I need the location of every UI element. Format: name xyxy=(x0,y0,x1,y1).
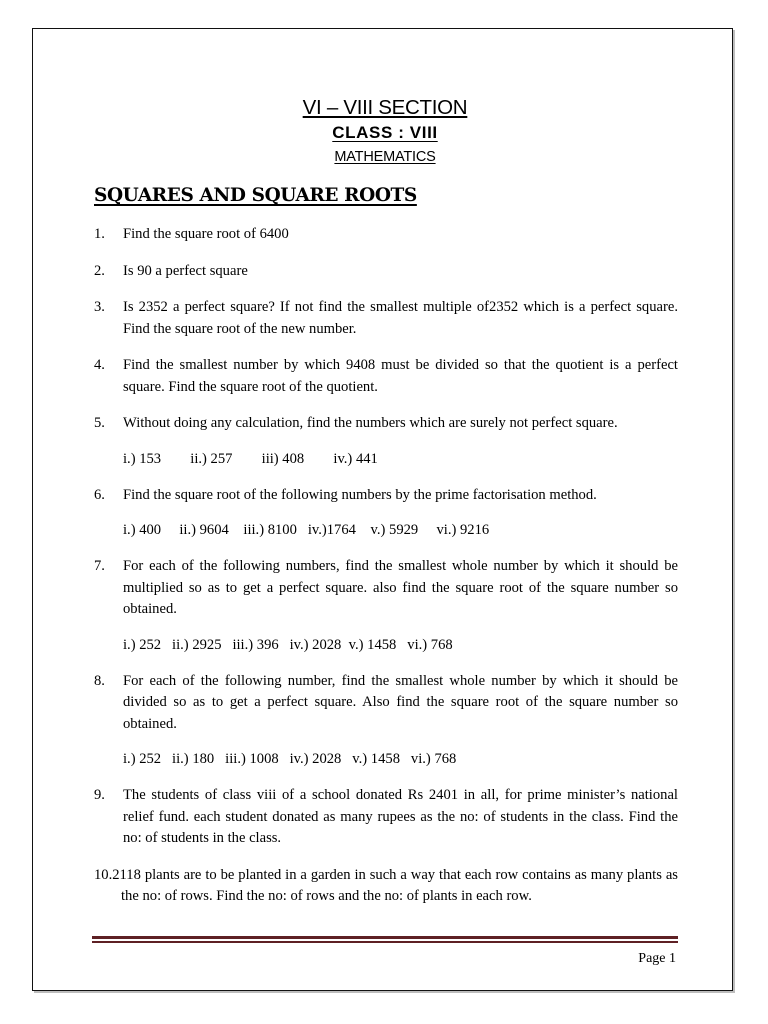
question-number: 9. xyxy=(94,787,105,803)
question-number: 5. xyxy=(94,415,105,431)
document-header xyxy=(92,95,678,168)
question-item xyxy=(94,297,678,340)
question-text: Is 90 a perfect square xyxy=(123,262,248,279)
question-text: Find the square root of the following numbers by the prime factorisation method. xyxy=(123,486,597,503)
question-number: 8. xyxy=(94,672,105,689)
header-subject-title-text: MATHEMATICS xyxy=(334,149,436,165)
question-item xyxy=(94,556,678,656)
question-options: i.) 252 ii.) 180 iii.) 1008 iv.) 2028 v.) 1458 vi.) 768 xyxy=(123,751,457,767)
question-item xyxy=(94,413,678,470)
question-number: 1. xyxy=(94,226,105,242)
question-number: 10. xyxy=(94,866,113,883)
header-section-title xyxy=(92,95,678,120)
header-class-title xyxy=(92,121,678,145)
question-text: The students of class viii of a school donated Rs 2401 in all, for prime minister’s national relief fund. each student donated as many rupees as the no: of students in the class. Find the no: of students in the class. xyxy=(123,787,678,846)
topic-heading-text: SQUARES AND SQUARE ROOTS xyxy=(94,185,417,206)
question-options: i.) 400 ii.) 9604 iii.) 8100 iv.)1764 v.) 5929 vi.) 9216 xyxy=(123,522,490,538)
footer-rule-thin xyxy=(92,941,678,942)
question-item xyxy=(94,485,678,542)
header-subject-title xyxy=(92,146,678,168)
question-text-body: 2118 plants are to be planted in a garden in such a way that each row contains as many plants as the no: of rows. Find the no: of rows and the no: of plants in each row. xyxy=(112,866,678,904)
question-item xyxy=(94,785,678,850)
question-text xyxy=(94,865,678,908)
question-item xyxy=(94,671,678,771)
question-number: 6. xyxy=(94,486,105,503)
question-text: Find the smallest number by which 9408 must be divided so that the quotient is a perfect square. Find the square root of the quotient. xyxy=(123,357,678,395)
question-text: Find the square root of 6400 xyxy=(123,226,289,242)
question-item xyxy=(94,355,678,398)
topic-heading xyxy=(94,185,678,206)
question-text: For each of the following number, find the smallest whole number by which it should be divided so as to get a perfect square. Also find the square root of the square number so obtained. xyxy=(123,672,678,732)
document-content xyxy=(92,95,678,923)
question-number: 3. xyxy=(94,299,105,315)
question-text: Is 2352 a perfect square? If not find the smallest multiple of2352 which is a perfect square. Find the square root of the new number. xyxy=(123,299,678,337)
question-list xyxy=(94,224,678,908)
question-number: 2. xyxy=(94,262,105,279)
question-number: 4. xyxy=(94,357,105,373)
question-options: i.) 252 ii.) 2925 iii.) 396 iv.) 2028 v.) 1458 vi.) 768 xyxy=(123,636,453,653)
question-item xyxy=(94,261,678,283)
page-footer xyxy=(92,936,678,968)
question-text: For each of the following numbers, find the smallest whole number by which it should be multiplied so as to get a perfect square. also find the square root of the square number so obtained. xyxy=(123,558,678,617)
footer-page-number: Page 1 xyxy=(638,950,676,966)
question-text: Without doing any calculation, find the numbers which are surely not perfect square. xyxy=(123,415,618,431)
header-section-title-text: VI – VIII SECTION xyxy=(302,96,468,119)
question-item xyxy=(94,865,678,908)
question-options: i.) 153 ii.) 257 iii) 408 iv.) 441 xyxy=(123,450,378,467)
question-item xyxy=(94,224,678,246)
question-number: 7. xyxy=(94,558,105,574)
header-class-title-text: CLASS : VIII xyxy=(332,123,438,142)
